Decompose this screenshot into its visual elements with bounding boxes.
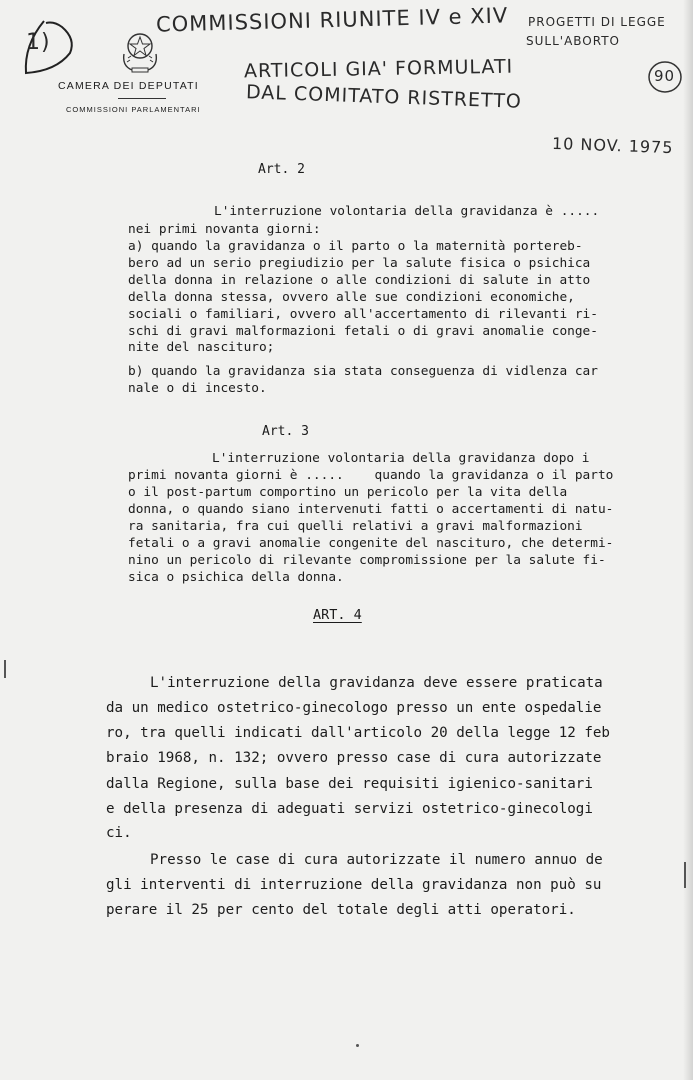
scan-mark bbox=[684, 862, 686, 888]
art4-heading: ART. 4 bbox=[313, 607, 362, 623]
art2-line: della donna in relazione o alle condizioni di salute in atto bbox=[128, 273, 591, 288]
page-number: 90 bbox=[654, 67, 676, 85]
art2-line: della donna stessa, ovvero alle sue condizioni economiche, bbox=[128, 290, 575, 305]
art3-line: L'interruzione volontaria della gravidanza dopo i bbox=[212, 451, 590, 466]
art4-line: dalla Regione, sulla base dei requisiti igienico-sanitari bbox=[106, 776, 593, 792]
art4-line: Presso le case di cura autorizzate il numero annuo de bbox=[150, 852, 603, 868]
art2-line: L'interruzione volontaria della gravidanza è ..... bbox=[214, 204, 600, 219]
art4-line: da un medico ostetrico-ginecologo presso un ente ospedalie bbox=[106, 700, 602, 716]
department-name: COMMISSIONI PARLAMENTARI bbox=[66, 105, 201, 114]
art3-line: primi novanta giorni è ..... quando la gravidanza o il parto bbox=[128, 468, 614, 483]
subject-annotation-line1: PROGETTI DI LEGGE bbox=[528, 15, 666, 29]
art2-heading: Art. 2 bbox=[258, 162, 305, 177]
art3-line: o il post-partum comportino un pericolo per la vita della bbox=[128, 485, 568, 500]
art3-line: sica o psichica della donna. bbox=[128, 570, 344, 585]
art2-line: bero ad un serio pregiudizio per la salute fisica o psichica bbox=[128, 256, 591, 271]
art4-line: L'interruzione della gravidanza deve essere praticata bbox=[150, 675, 603, 691]
note-annotation-line1: ARTICOLI GIA' FORMULATI bbox=[243, 55, 514, 83]
art3-line: nino un pericolo di rilevante compromissione per la salute fi- bbox=[128, 553, 606, 568]
art2-line: sociali o familiari, ovvero all'accertamento di rilevanti ri- bbox=[128, 307, 598, 322]
art4-line: ci. bbox=[106, 825, 132, 841]
document-date: 10 NOV. 1975 bbox=[551, 133, 674, 158]
art4-line: perare il 25 per cento del totale degli atti operatori. bbox=[106, 902, 576, 918]
art3-heading: Art. 3 bbox=[262, 424, 309, 439]
folder-number: 1) bbox=[26, 30, 51, 55]
scan-mark bbox=[4, 660, 6, 678]
art3-line: ra sanitaria, fra cui quelli relativi a gravi malformazioni bbox=[128, 519, 583, 534]
institution-name: CAMERA DEI DEPUTATI bbox=[58, 80, 199, 92]
art2-line: schi di gravi malformazioni fetali o di gravi anomalie conge- bbox=[128, 324, 598, 339]
scan-mark bbox=[356, 1044, 359, 1047]
art3-line: donna, o quando siano intervenuti fatti o accertamenti di natu- bbox=[128, 502, 614, 517]
art4-line: braio 1968, n. 132; ovvero presso case di cura autorizzate bbox=[106, 750, 602, 766]
page-edge-shadow bbox=[683, 0, 693, 1080]
art2-line: nite del nascituro; bbox=[128, 340, 275, 355]
subject-annotation-line2: SULL'ABORTO bbox=[526, 34, 620, 48]
art4-line: ro, tra quelli indicati dall'articolo 20 della legge 12 feb bbox=[106, 725, 610, 741]
art4-line: gli interventi di interruzione della gravidanza non può su bbox=[106, 877, 602, 893]
art2-line: a) quando la gravidanza o il parto o la maternità portereb- bbox=[128, 239, 583, 254]
art4-line: e della presenza di adeguati servizi ostetrico-ginecologi bbox=[106, 801, 593, 817]
art2-line: nale o di incesto. bbox=[128, 381, 267, 396]
art2-line: nei primi novanta giorni: bbox=[128, 222, 321, 237]
letterhead-divider bbox=[118, 98, 166, 99]
art2-line: b) quando la gravidanza sia stata conseguenza di vidlenza car bbox=[128, 364, 598, 379]
note-annotation-line2: DAL COMITATO RISTRETTO bbox=[245, 81, 523, 113]
commissions-annotation: COMMISSIONI RIUNITE IV e XIV bbox=[155, 3, 509, 37]
art3-line: fetali o a gravi anomalie congenite del nascituro, che determi- bbox=[128, 536, 614, 551]
